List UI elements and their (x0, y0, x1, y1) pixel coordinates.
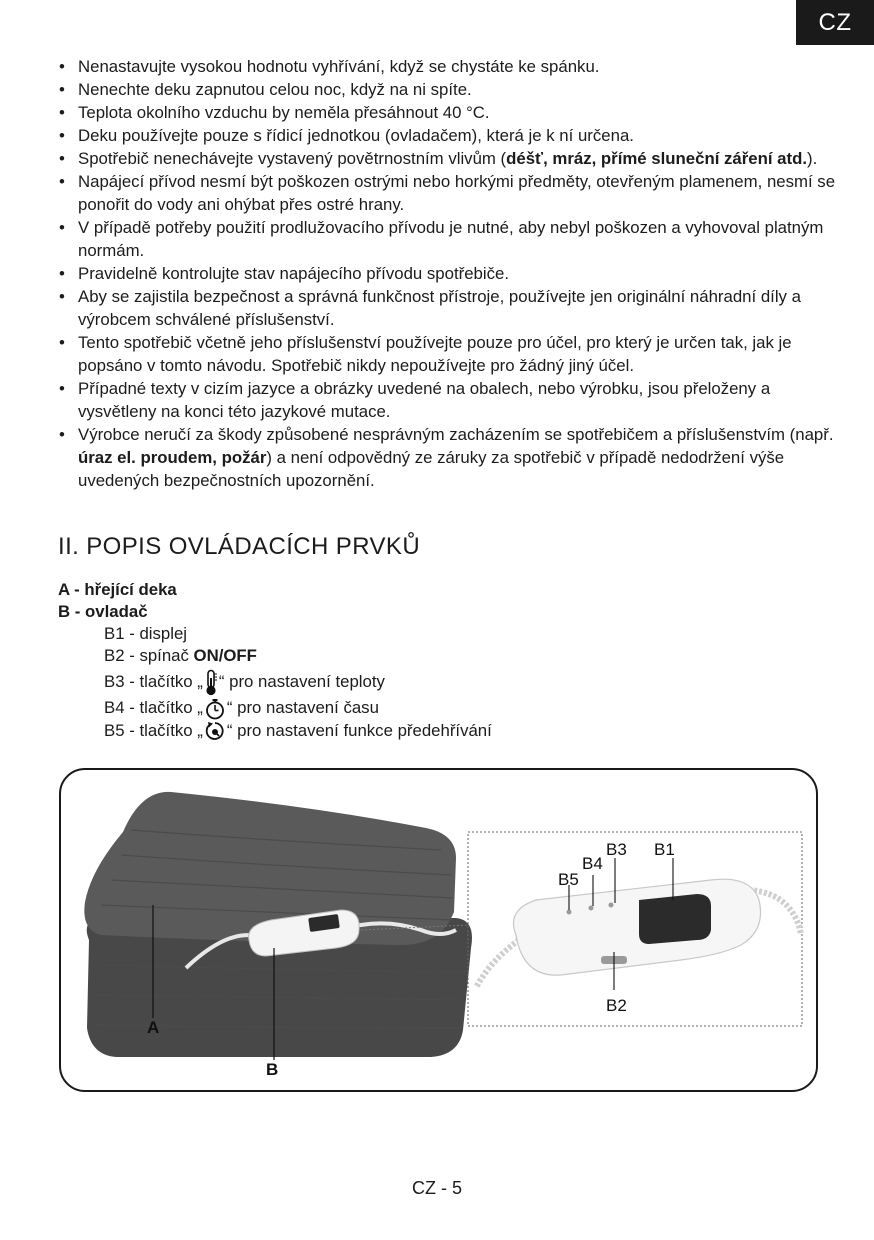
bullet-text: ) a není odpovědný ze záruky za spotřebič v případě nedodržení výše uvedených bezpečnostních upozornění. (78, 448, 785, 490)
language-tab: CZ (796, 0, 874, 45)
bullet-text: Výrobce neručí za škody způsobené nesprávným zacházením se spotřebičem a příslušenstvím (např. (78, 425, 834, 444)
safety-bullet (58, 285, 838, 331)
part-b5-preheat-button (58, 720, 492, 743)
part-b4-time-button (58, 697, 492, 720)
part-b-controller: B - ovladač (58, 602, 148, 621)
safety-bullet (58, 216, 838, 262)
bullet-text: V případě potřeby použití prodlužovacího přívodu je nutné, aby nebyl poškozen a vyhovoval platným normám. (78, 218, 824, 260)
part-b2-onoff: ON/OFF (193, 646, 257, 665)
safety-bullet (58, 78, 838, 101)
thermometer-icon (204, 669, 218, 697)
bullet-emphasis: úraz el. proudem, požár (78, 448, 267, 467)
bullet-text: Aby se zajistila bezpečnost a správná funkčnost přístroje, používejte jen originální náhradní díly a výrobcem schválené příslušenství. (78, 287, 801, 329)
parts-list (58, 579, 492, 742)
label-b2: B2 (606, 996, 627, 1015)
bullet-text: Teplota okolního vzduchu by neměla přesáhnout 40 °C. (78, 103, 490, 122)
safety-bullet (58, 423, 838, 492)
part-b5-prefix: B5 - tlačítko „ (104, 720, 203, 740)
part-b1-display: B1 - displej (104, 624, 188, 643)
bullet-text: Deku používejte pouze s řídicí jednotkou (ovladačem), která je k ní určena. (78, 126, 634, 145)
bullet-text: Případné texty v cizím jazyce a obrázky uvedené na obalech, nebo výrobku, jsou přeloženy a vysvětleny na konci této jazykové mutace. (78, 379, 771, 421)
part-a-heating-blanket: A - hřející deka (58, 580, 177, 599)
page-number: CZ - 5 (411, 1178, 462, 1198)
bullet-text: Nenechte deku zapnutou celou noc, když na ni spíte. (78, 80, 472, 99)
label-b4: B4 (582, 854, 603, 873)
detail-controller (514, 879, 761, 975)
illustration-drawing (61, 770, 816, 1090)
section-title: II. POPIS OVLÁDACÍCH PRVKŮ (58, 533, 421, 560)
part-b2-text: B2 - spínač (104, 646, 194, 665)
bullet-emphasis: déšť, mráz, přímé sluneční záření atd. (506, 149, 808, 168)
part-b4-suffix: “ pro nastavení času (226, 698, 379, 717)
safety-bullet (58, 331, 838, 377)
part-b2-switch (58, 645, 492, 667)
label-b1: B1 (654, 840, 675, 859)
label-a: A (147, 1018, 160, 1037)
safety-bullet (58, 262, 838, 285)
label-b5: B5 (558, 870, 579, 889)
safety-bullet (58, 124, 838, 147)
safety-bullet-list (58, 55, 838, 492)
part-b3-prefix: B3 - tlačítko „ (104, 672, 203, 691)
bullet-text: Napájecí přívod nesmí být poškozen ostrými nebo horkými předměty, otevřeným plamenem, nesmí se ponořit do vody ani ohýbat přes ostré hrany. (78, 172, 836, 214)
label-b3: B3 (606, 840, 627, 859)
detail-cable-left (476, 940, 519, 988)
product-illustration (59, 768, 818, 1092)
part-b5-suffix: “ pro nastavení funkce předehřívání (226, 720, 492, 740)
bullet-text: ). (807, 149, 818, 168)
preheat-icon (204, 720, 226, 742)
stopwatch-icon (204, 698, 226, 720)
bullet-text: Nenastavujte vysokou hodnotu vyhřívání, když se chystáte ke spánku. (78, 57, 600, 76)
safety-bullet (58, 170, 838, 216)
bullet-text: Pravidelně kontrolujte stav napájecího přívodu spotřebiče. (78, 264, 509, 283)
bullet-text: Spotřebič nenechávejte vystavený povětrnostním vlivům ( (78, 149, 507, 168)
safety-bullet (58, 377, 838, 423)
safety-bullet (58, 55, 838, 78)
safety-bullet (58, 101, 838, 124)
safety-bullet (58, 147, 838, 170)
part-b3-suffix: “ pro nastavení teploty (218, 672, 385, 691)
label-b: B (266, 1060, 279, 1079)
part-b3-temperature-button (58, 667, 492, 697)
part-b4-prefix: B4 - tlačítko „ (104, 698, 203, 717)
bullet-text: Tento spotřebič včetně jeho příslušenství používejte pouze pro účel, pro který je určen tak, jak je popsáno v tomto návodu. Spotřebič nikdy nepoužívejte pro žádný jiný účel. (78, 333, 792, 375)
